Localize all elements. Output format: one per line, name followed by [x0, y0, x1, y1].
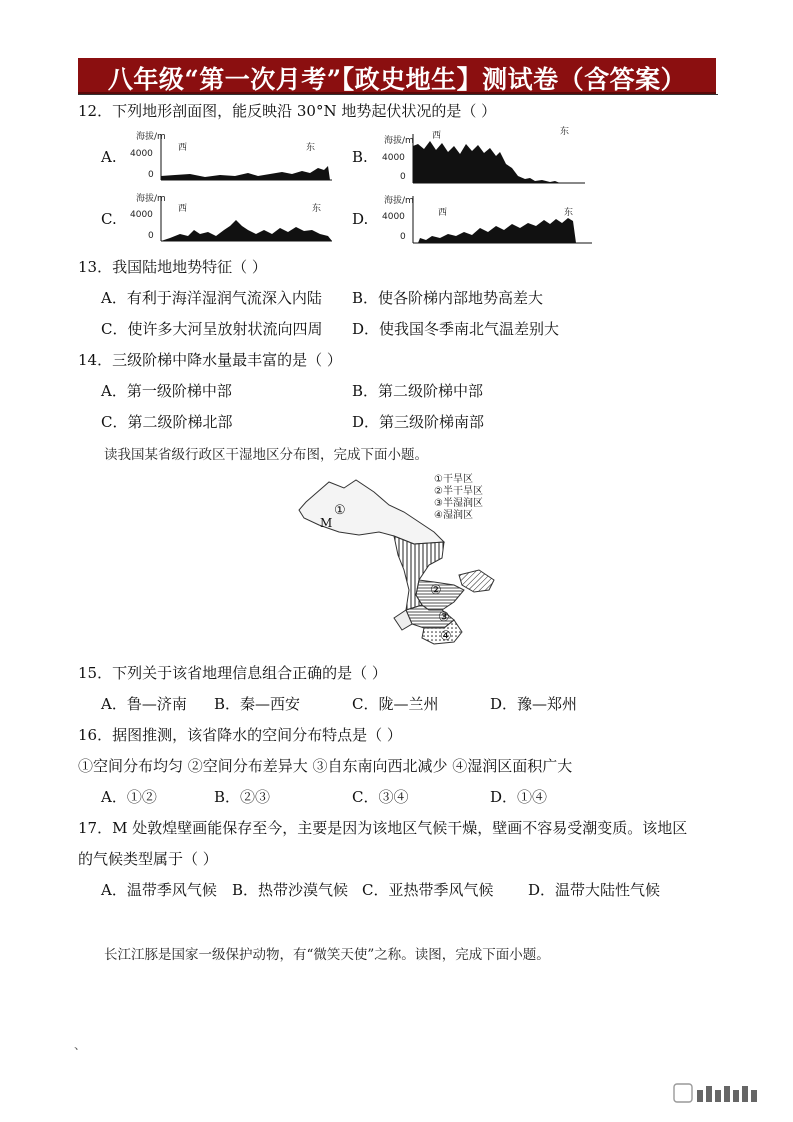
legend-item-humid: ④湿润区	[434, 510, 473, 521]
stray-mark: 、	[74, 1038, 87, 1052]
section-intro-map: 读我国某省级行政区干湿地区分布图，完成下面小题。	[104, 447, 428, 463]
map-mark-3: ③	[438, 610, 450, 625]
profile-chart-d: 海拔/m 4000 0 西 东	[380, 190, 595, 246]
q13-option-c[interactable]: C．使许多大河呈放射状流向四周	[101, 320, 323, 338]
q17-option-d[interactable]: D．温带大陆性气候	[528, 881, 661, 899]
q17-stem-line1: 17．M 处敦煌壁画能保存至今，主要是因为该地区气候干燥，壁画不容易受潮变质。该地区	[78, 819, 688, 837]
q17-option-c[interactable]: C．亚热带季风气候	[362, 881, 494, 899]
q15-option-a[interactable]: A．鲁—济南	[101, 695, 187, 713]
q14-option-c[interactable]: C．第二级阶梯北部	[101, 413, 233, 431]
q13-option-b[interactable]: B．使各阶梯内部地势高差大	[352, 289, 544, 307]
q12-option-b[interactable]: B.	[352, 148, 368, 166]
q17-option-b[interactable]: B．热带沙漠气候	[232, 881, 349, 899]
q14-option-a[interactable]: A．第一级阶梯中部	[101, 382, 232, 400]
profile-chart-a: 海拔/m 4000 0 西 东	[130, 128, 340, 186]
q16-option-c[interactable]: C．③④	[352, 788, 409, 806]
q15-option-b[interactable]: B．秦—西安	[214, 695, 301, 713]
q14-stem: 14．三级阶梯中降水量最丰富的是（ ）	[78, 351, 342, 369]
page-title: 八年级“第一次月考”【政史地生】测试卷（含答案）	[107, 65, 687, 94]
title-rule	[78, 94, 718, 95]
q17-option-a[interactable]: A．温带季风气候	[101, 881, 217, 899]
profile-chart-c: 海拔/m 4000 0 西 东	[130, 190, 340, 246]
province-dryness-map	[294, 470, 524, 650]
section-intro-dolphin: 长江江豚是国家一级保护动物，有“微笑天使”之称。读图，完成下面小题。	[104, 947, 550, 963]
q17-stem-line2: 的气候类型属于（ ）	[78, 850, 218, 868]
q12-stem: 12．下列地形剖面图，能反映沿 30°N 地势起伏状况的是（ ）	[78, 102, 497, 120]
q16-option-d[interactable]: D．①④	[490, 788, 548, 806]
watermark-icon	[673, 1081, 773, 1107]
map-mark-1: ①	[334, 503, 346, 518]
map-mark-m: M	[320, 516, 333, 530]
q13-option-a[interactable]: A．有利于海洋湿润气流深入内陆	[101, 289, 322, 307]
q15-option-d[interactable]: D．豫—郑州	[490, 695, 578, 713]
q16-option-b[interactable]: B．②③	[214, 788, 271, 806]
legend-item-semi-arid: ②半干旱区	[434, 486, 483, 497]
q13-option-d[interactable]: D．使我国冬季南北气温差别大	[352, 320, 560, 338]
legend-item-semi-humid: ③半湿润区	[434, 498, 483, 509]
title-banner	[78, 58, 716, 94]
q16-statements: ①空间分布均匀 ②空间分布差异大 ③自东南向西北减少 ④湿润区面积广大	[78, 757, 573, 775]
q12-option-d[interactable]: D.	[352, 210, 369, 228]
q15-stem: 15．下列关于该省地理信息组合正确的是（ ）	[78, 664, 387, 682]
map-mark-4: ④	[440, 629, 452, 644]
q12-option-a[interactable]: A.	[101, 148, 117, 166]
q13-stem: 13．我国陆地地势特征（ ）	[78, 258, 267, 276]
legend-item-arid: ①干旱区	[434, 474, 473, 485]
q16-option-a[interactable]: A．①②	[101, 788, 157, 806]
q16-stem: 16．据图推测，该省降水的空间分布特点是（ ）	[78, 726, 402, 744]
q15-option-c[interactable]: C．陇—兰州	[352, 695, 439, 713]
map-legend	[434, 474, 483, 522]
q14-option-b[interactable]: B．第二级阶梯中部	[352, 382, 484, 400]
q14-option-d[interactable]: D．第三级阶梯南部	[352, 413, 485, 431]
q12-option-c[interactable]: C.	[101, 210, 117, 228]
map-mark-2: ②	[430, 583, 442, 598]
profile-chart-b: 海拔/m 4000 0 西 东	[382, 127, 570, 182]
